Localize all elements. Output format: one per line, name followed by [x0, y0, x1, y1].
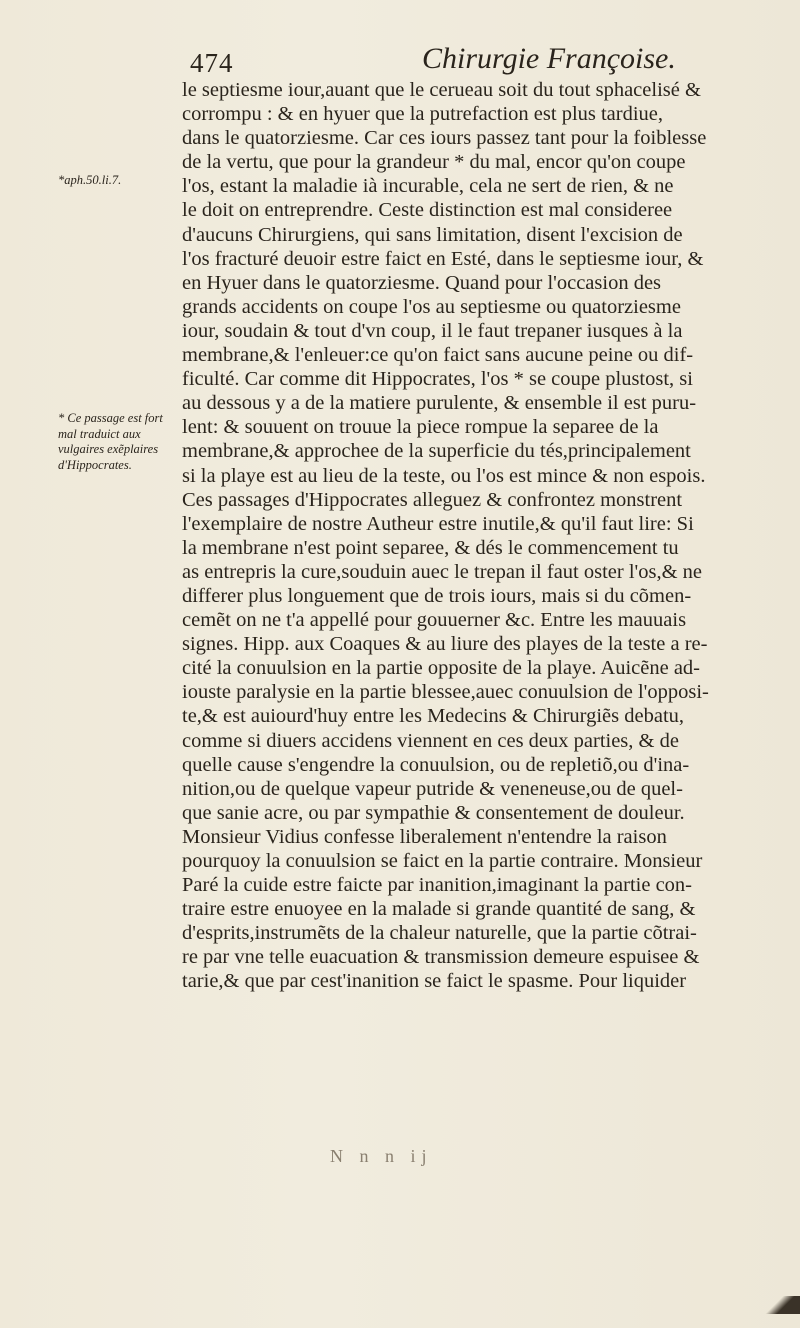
- running-head: Chirurgie Françoise.: [422, 42, 676, 75]
- text-line: de la vertu, que pour la grandeur * du mal, encor qu'on coupe: [182, 151, 686, 174]
- text-line: membrane,& approchee de la superficie du tés,principalement: [182, 440, 691, 463]
- page-number: 474: [190, 48, 234, 78]
- text-line: grands accidents on coupe l'os au septiesme ou quatorziesme: [182, 295, 681, 318]
- text-line: as entrepris la cure,souduin auec le trepan il faut oster l'os,& ne: [182, 560, 702, 583]
- text-line: Ces passages d'Hippocrates alleguez & confrontez monstrent: [182, 488, 683, 511]
- text-line: au dessous y a de la matiere purulente, & ensemble il est puru-: [182, 392, 697, 415]
- text-line: la membrane n'est point separee, & dés le commencement tu: [182, 536, 679, 559]
- text-line: en Hyuer dans le quatorziesme. Quand pour l'occasion des: [182, 271, 662, 294]
- text-line: re par vne telle euacuation & transmission demeure espuisee &: [182, 946, 700, 969]
- text-line: tarie,& que par cest'inanition se faict le spasme. Pour liquider: [182, 970, 687, 993]
- text-line: Paré la cuide estre faicte par inanition,imaginant la partie con-: [182, 874, 692, 897]
- signature-mark: N n n ij: [330, 1146, 433, 1166]
- text-line: l'os fracturé deuoir estre faict en Esté, dans le septiesme iour, &: [182, 247, 704, 270]
- margin-note-reference: *aph.50.li.7.: [58, 173, 122, 187]
- text-line: dans le quatorziesme. Car ces iours passez tant pour la foiblesse: [182, 127, 707, 150]
- text-line: l'os, estant la maladie ià incurable, cela ne sert de rien, & ne: [182, 175, 674, 198]
- text-line: lent: & souuent on trouue la piece rompue la separee de la: [182, 416, 659, 439]
- text-line: signes. Hipp. aux Coaques & au liure des playes de la teste a re-: [182, 633, 708, 656]
- text-line: traire estre enuoyee en la malade si grande quantité de sang, &: [182, 898, 696, 921]
- text-line: cité la conuulsion en la partie opposite de la playe. Auicẽne ad-: [182, 657, 701, 680]
- text-line: cemẽt on ne t'a appellé pour gouuerner &c. Entre les mauuais: [182, 609, 687, 632]
- text-line: quelle cause s'engendre la conuulsion, ou de repletiõ,ou d'ina-: [182, 753, 690, 776]
- text-line: membrane,& l'enleuer:ce qu'on faict sans aucune peine ou dif-: [182, 344, 694, 367]
- text-line: iour, soudain & tout d'vn coup, il le faut trepaner iusques à la: [182, 319, 683, 342]
- text-line: nition,ou de quelque vapeur putride & veneneuse,ou de quel-: [182, 777, 683, 800]
- text-line: d'aucuns Chirurgiens, qui sans limitation, disent l'excision de: [182, 223, 683, 246]
- page-header: [190, 42, 790, 82]
- text-line: differer plus longuement que de trois iours, mais si du cõmen-: [182, 584, 692, 607]
- text-line: le septiesme iour,auant que le cerueau soit du tout sphacelisé &: [182, 79, 701, 101]
- text-line: si la playe est au lieu de la teste, ou l'os est mince & non espois.: [182, 464, 706, 487]
- text-line: pourquoy la conuulsion se faict en la partie contraire. Monsieur: [182, 850, 703, 872]
- text-line: ficulté. Car comme dit Hippocrates, l'os * se coupe plustost, si: [182, 368, 693, 391]
- text-line: Monsieur Vidius confesse liberalement n'entendre la raison: [182, 825, 667, 848]
- text-line: d'esprits,instrumẽts de la chaleur naturelle, que la partie cõtrai-: [182, 922, 697, 945]
- text-line: iouste paralysie en la partie blessee,auec conuulsion de l'opposi-: [182, 681, 709, 704]
- page-corner-shadow: [760, 1296, 800, 1314]
- text-line: te,& est auiourd'huy entre les Medecins & Chirurgiẽs debatu,: [182, 705, 685, 728]
- text-line: corrompu : & en hyuer que la putrefaction est plus tardiue,: [182, 103, 664, 126]
- text-line: comme si diuers accidens viennent en ces deux parties, & de: [182, 729, 679, 752]
- text-line: que sanie acre, ou par sympathie & consentement de douleur.: [182, 801, 685, 824]
- body-text: [182, 78, 794, 994]
- text-line: l'exemplaire de nostre Autheur estre inutile,& qu'il faut lire: Si: [182, 512, 694, 535]
- text-line: le doit on entreprendre. Ceste distinction est mal consideree: [182, 199, 673, 222]
- margin-note-passage: * Ce passage est fort mal traduict aux vulgaires exẽplaires d'Hippocrates.: [58, 411, 163, 472]
